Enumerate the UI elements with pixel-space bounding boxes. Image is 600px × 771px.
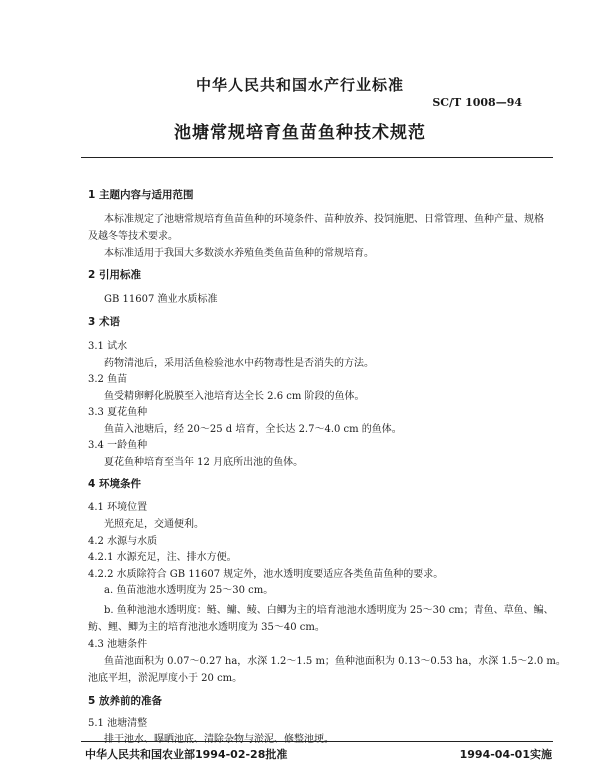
clause-4-2-2-item-b-line-2: 鲂、鲤、鲫为主的培育池池水透明度为 35～40 cm。 bbox=[88, 622, 325, 633]
clause-4-2-2: 4.2.2 水质除符合 GB 11607 规定外，池水透明度要适应各类鱼苗鱼种的要求。 bbox=[88, 569, 444, 580]
clause-5-1-text: 排干池水、曝晒池底、清除杂物与淤泥、修整池埂。 bbox=[104, 734, 334, 745]
term-3-1-definition: 药物清池后，采用活鱼检验池水中药物毒性是否消失的方法。 bbox=[104, 358, 374, 369]
term-3-4: 3.4 一龄鱼种 bbox=[88, 440, 148, 451]
term-3-3-definition: 鱼苗入池塘后，经 20～25 d 培育，全长达 2.7～4.0 cm 的鱼体。 bbox=[104, 424, 402, 435]
header-divider bbox=[81, 157, 553, 158]
term-3-3: 3.3 夏花鱼种 bbox=[88, 407, 148, 418]
section-1-heading: 1 主题内容与适用范围 bbox=[88, 189, 194, 201]
section-1-para-2: 本标准适用于我国大多数淡水养殖鱼类鱼苗鱼种的常规培育。 bbox=[104, 248, 374, 259]
section-3-heading: 3 术语 bbox=[88, 316, 120, 328]
term-3-2-definition: 鱼受精卵孵化脱膜至入池培育达全长 2.6 cm 阶段的鱼体。 bbox=[104, 391, 365, 402]
clause-4-3: 4.3 池塘条件 bbox=[88, 639, 148, 650]
standard-code: SC/T 1008—94 bbox=[432, 96, 522, 109]
reference-standard: GB 11607 渔业水质标准 bbox=[104, 294, 218, 305]
clause-4-2-2-item-b-line-1: b. 鱼种池池水透明度：鲢、鳙、鲮、白鲫为主的培育池池水透明度为 25～30 cm；青鱼、草鱼、鳊、 bbox=[104, 605, 554, 616]
clause-4-1: 4.1 环境位置 bbox=[88, 502, 148, 513]
clause-4-3-text-2: 池底平坦，淤泥厚度小于 20 cm。 bbox=[88, 673, 243, 684]
implementation-date: 1994-04-01实施 bbox=[459, 748, 552, 761]
clause-4-3-text-1: 鱼苗池面积为 0.07～0.27 ha，水深 1.2～1.5 m；鱼种池面积为 0.13～0.53 ha，水深 1.5～2.0 m。 bbox=[104, 656, 566, 667]
section-4-heading: 4 环境条件 bbox=[88, 478, 141, 490]
term-3-4-definition: 夏花鱼种培育至当年 12 月底所出池的鱼体。 bbox=[104, 457, 304, 468]
section-1-para-1a: 本标准规定了池塘常规培育鱼苗鱼种的环境条件、苗种放养、投饲施肥、日常管理、鱼种产量、规格 bbox=[104, 214, 544, 225]
clause-4-2: 4.2 水源与水质 bbox=[88, 536, 158, 547]
issuing-organization: 中华人民共和国水产行业标准 bbox=[195, 76, 404, 94]
clause-4-2-2-item-a: a. 鱼苗池池水透明度为 25～30 cm。 bbox=[104, 585, 274, 596]
clause-4-2-1: 4.2.1 水源充足，注、排水方便。 bbox=[88, 552, 237, 563]
term-3-2: 3.2 鱼苗 bbox=[88, 374, 128, 385]
section-5-heading: 5 放养前的准备 bbox=[88, 695, 162, 707]
document-title: 池塘常规培育鱼苗鱼种技术规范 bbox=[174, 123, 426, 143]
section-1-para-1b: 及越冬等技术要求。 bbox=[88, 231, 178, 242]
footer-divider bbox=[81, 741, 553, 742]
approval-line: 中华人民共和国农业部1994-02-28批准 bbox=[85, 748, 288, 761]
clause-4-1-text: 光照充足，交通便利。 bbox=[104, 519, 204, 530]
clause-5-1: 5.1 池塘清整 bbox=[88, 718, 148, 729]
section-2-heading: 2 引用标准 bbox=[88, 269, 141, 281]
term-3-1: 3.1 试水 bbox=[88, 341, 128, 352]
